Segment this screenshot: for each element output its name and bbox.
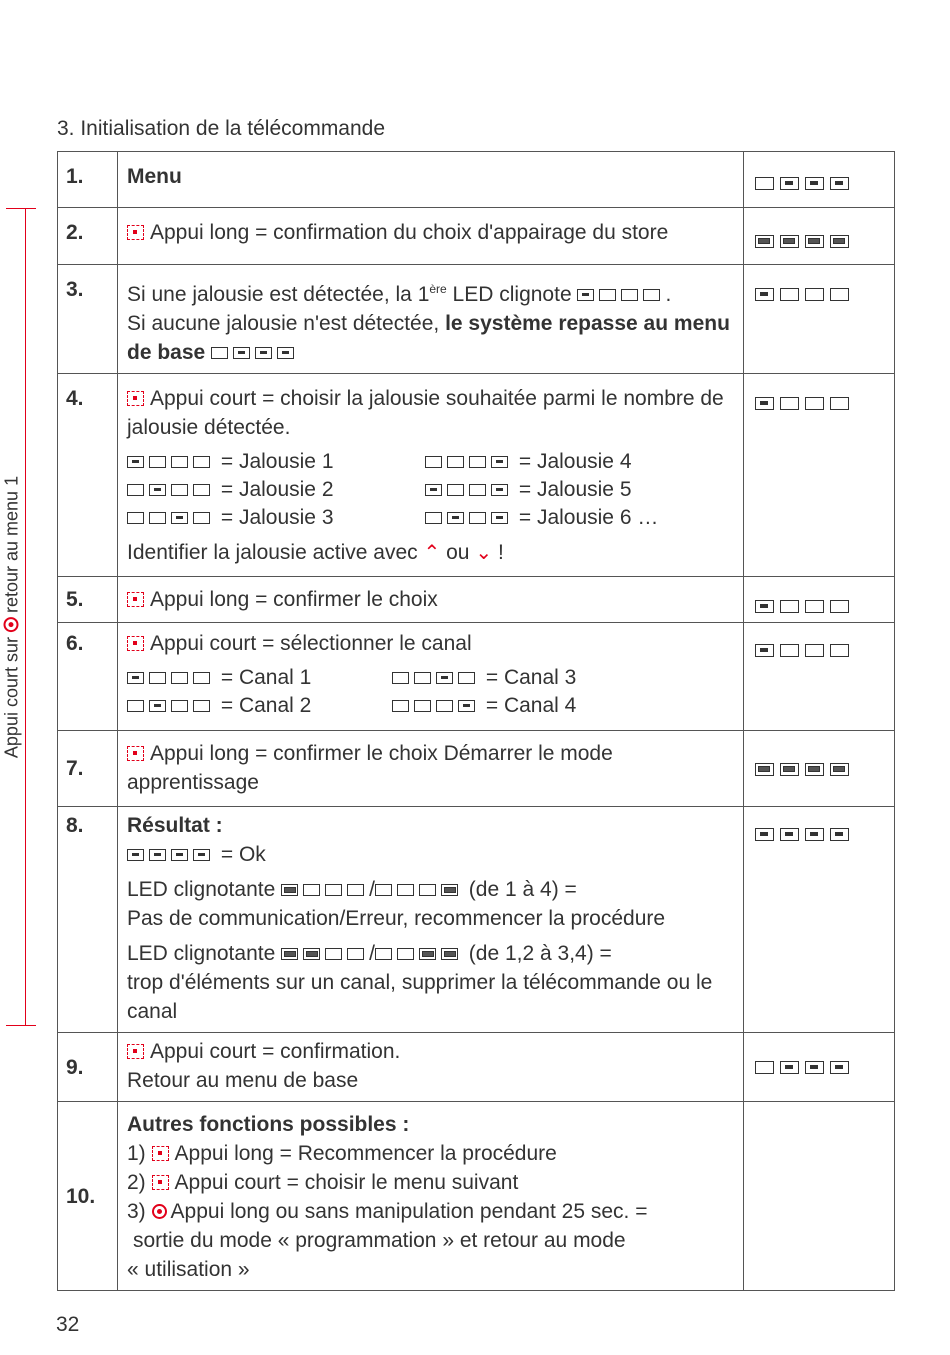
led-icon	[805, 397, 824, 410]
step-label: Si une jalousie est détectée, la 1	[127, 283, 430, 306]
chevron-up-icon: ⌃	[423, 542, 441, 564]
led-icon	[830, 177, 849, 190]
led-icon	[755, 397, 774, 410]
chevron-down-icon: ⌄	[475, 542, 493, 564]
side-note	[2, 472, 23, 762]
step-text: Menu	[118, 152, 744, 208]
step-label: Appui long ou sans manipulation pendant 25 sec. =	[170, 1200, 648, 1223]
step-number: 1.	[58, 152, 118, 208]
step-label: Appui court = choisir le menu suivant	[174, 1171, 519, 1194]
step-number: 4.	[58, 374, 118, 577]
led-icon	[780, 397, 799, 410]
canal-label: = Canal 1	[220, 666, 312, 689]
led-status	[744, 577, 895, 623]
led-status	[744, 623, 895, 731]
led-icon	[830, 397, 849, 410]
led-icon	[805, 177, 824, 190]
step-label: LED clignotante	[127, 878, 276, 901]
page-number: 32	[56, 1313, 80, 1336]
dashed-button-icon	[152, 1146, 169, 1161]
led-icon	[805, 235, 824, 248]
step-text: Résultat : = Ok LED clignotante / (de 1 à 4) = Pas de communication/Erreur, recommencer la procédure LED clignotante / (de 1,2 à 3,4) = trop d'éléments sur un canal, supprimer la télécommande ou le canal	[118, 807, 744, 1033]
step-label: (de 1,2 à 3,4) =	[468, 942, 612, 965]
step-label: Appui court = choisir la jalousie souhaitée parmi le nombre de jalousie détectée.	[127, 387, 724, 439]
side-bracket-top	[6, 208, 36, 209]
table-row	[58, 577, 895, 623]
led-icon	[780, 763, 799, 776]
jalousie-label: = Jalousie 4	[518, 450, 632, 473]
led-icon	[830, 828, 849, 841]
step-number: 3.	[58, 265, 118, 374]
step-label: Appui long = confirmer le choix	[150, 588, 438, 611]
dashed-button-icon	[127, 1044, 144, 1059]
led-icon	[830, 288, 849, 301]
step-label: !	[497, 541, 504, 564]
step-label: sortie du mode « programmation » et retour au mode	[133, 1229, 626, 1252]
other-functions-title: Autres fonctions possibles :	[127, 1113, 410, 1136]
led-icon	[830, 1061, 849, 1074]
led-icon	[780, 235, 799, 248]
step-label: LED clignotante	[127, 942, 276, 965]
step-label: Identifier la jalousie active avec	[127, 541, 418, 564]
step-label: Pas de communication/Erreur, recommencer la procédure	[127, 907, 666, 930]
step-number: 2.	[58, 208, 118, 265]
dashed-button-icon	[152, 1175, 169, 1190]
jalousie-label: = Jalousie 3	[220, 506, 334, 529]
led-icon	[755, 828, 774, 841]
step-text	[118, 1033, 744, 1102]
table-row	[58, 731, 895, 807]
led-icon	[830, 600, 849, 613]
step-label: LED clignote	[446, 283, 572, 306]
table-row	[58, 807, 895, 1033]
led-status-empty	[744, 1102, 895, 1291]
step-label: (de 1 à 4) =	[468, 878, 577, 901]
step-text	[118, 1102, 744, 1291]
led-icon	[780, 644, 799, 657]
led-status	[744, 152, 895, 208]
dashed-button-icon	[127, 592, 144, 607]
led-icon	[780, 288, 799, 301]
jalousie-label: = Jalousie 5	[518, 478, 632, 501]
led-icon	[780, 828, 799, 841]
step-label-bold: le système repasse au menu de base	[127, 312, 730, 364]
step-label: Si aucune jalousie n'est détectée,	[127, 312, 440, 335]
led-icon	[755, 235, 774, 248]
step-label: ou	[446, 541, 470, 564]
led-icon	[755, 1061, 774, 1074]
step-label: Retour au menu de base	[127, 1069, 359, 1092]
step-text	[118, 374, 744, 577]
table-row	[58, 623, 895, 731]
led-icon	[805, 288, 824, 301]
led-icon	[755, 644, 774, 657]
step-label: Appui court = sélectionner le canal	[150, 632, 472, 655]
led-status	[744, 807, 895, 1033]
section-title: 3. Initialisation de la télécommande	[57, 117, 386, 140]
step-label: = Ok	[220, 843, 266, 866]
step-number: 10.	[58, 1102, 118, 1291]
led-icon	[755, 177, 774, 190]
dashed-button-icon	[127, 636, 144, 651]
step-label: Appui long = confirmation du choix d'appairage du store	[150, 221, 669, 244]
led-icon	[780, 1061, 799, 1074]
led-icon	[805, 828, 824, 841]
led-icon	[805, 600, 824, 613]
canal-label: = Canal 4	[485, 694, 577, 717]
step-text	[118, 208, 744, 265]
step-text	[118, 623, 744, 731]
led-icon	[805, 1061, 824, 1074]
step-label: Appui long = Recommencer la procédure	[174, 1142, 557, 1165]
table-row	[58, 152, 895, 208]
step-label: Appui long = confirmer le choix Démarrer le mode apprentissage	[127, 742, 613, 794]
step-number: 7.	[58, 731, 118, 807]
step-number: 9.	[58, 1033, 118, 1102]
side-note-pre: Appui court sur	[1, 637, 22, 759]
item-number: 2)	[127, 1171, 146, 1194]
dashed-button-icon	[127, 225, 144, 240]
table-row	[58, 374, 895, 577]
led-status	[744, 1033, 895, 1102]
led-icon	[755, 288, 774, 301]
superscript: ère	[429, 282, 447, 296]
table-row	[58, 1033, 895, 1102]
led-status	[744, 208, 895, 265]
table-row	[58, 265, 895, 374]
side-bracket-bottom	[6, 1025, 36, 1026]
item-number: 1)	[127, 1142, 146, 1165]
result-title: Résultat :	[127, 814, 223, 837]
table-row	[58, 1102, 895, 1291]
item-number: 3)	[127, 1200, 146, 1223]
step-number: 6.	[58, 623, 118, 731]
jalousie-label: = Jalousie 6 …	[518, 506, 659, 529]
led-icon	[780, 600, 799, 613]
step-number: 5.	[58, 577, 118, 623]
led-icon	[755, 600, 774, 613]
side-bracket-line	[25, 208, 26, 1026]
red-button-icon	[152, 1204, 167, 1219]
canal-label: = Canal 3	[485, 666, 577, 689]
step-label: « utilisation »	[127, 1258, 250, 1281]
led-status	[744, 265, 895, 374]
step-text	[118, 731, 744, 807]
step-number: 8.	[58, 807, 118, 1033]
step-text	[118, 577, 744, 623]
table-row	[58, 208, 895, 265]
led-icon	[805, 763, 824, 776]
jalousie-label: = Jalousie 2	[220, 478, 334, 501]
led-icon	[805, 644, 824, 657]
steps-table	[57, 151, 895, 1291]
canal-label: = Canal 2	[220, 694, 312, 717]
led-icon	[780, 177, 799, 190]
red-button-icon	[4, 617, 19, 632]
side-note-post: retour au menu 1	[1, 475, 22, 614]
led-status	[744, 731, 895, 807]
dashed-button-icon	[127, 391, 144, 406]
led-icon	[830, 644, 849, 657]
led-icon	[830, 235, 849, 248]
led-icon	[755, 763, 774, 776]
led-status	[744, 374, 895, 577]
jalousie-label: = Jalousie 1	[220, 450, 334, 473]
led-icon	[830, 763, 849, 776]
dashed-button-icon	[127, 746, 144, 761]
step-label: trop d'éléments sur un canal, supprimer la télécommande ou le canal	[127, 971, 713, 1023]
step-label: Appui court = confirmation.	[150, 1040, 401, 1063]
step-text: Si une jalousie est détectée, la 1ère LED clignote . Si aucune jalousie n'est détectée, le système repasse au menu de base	[118, 265, 744, 374]
